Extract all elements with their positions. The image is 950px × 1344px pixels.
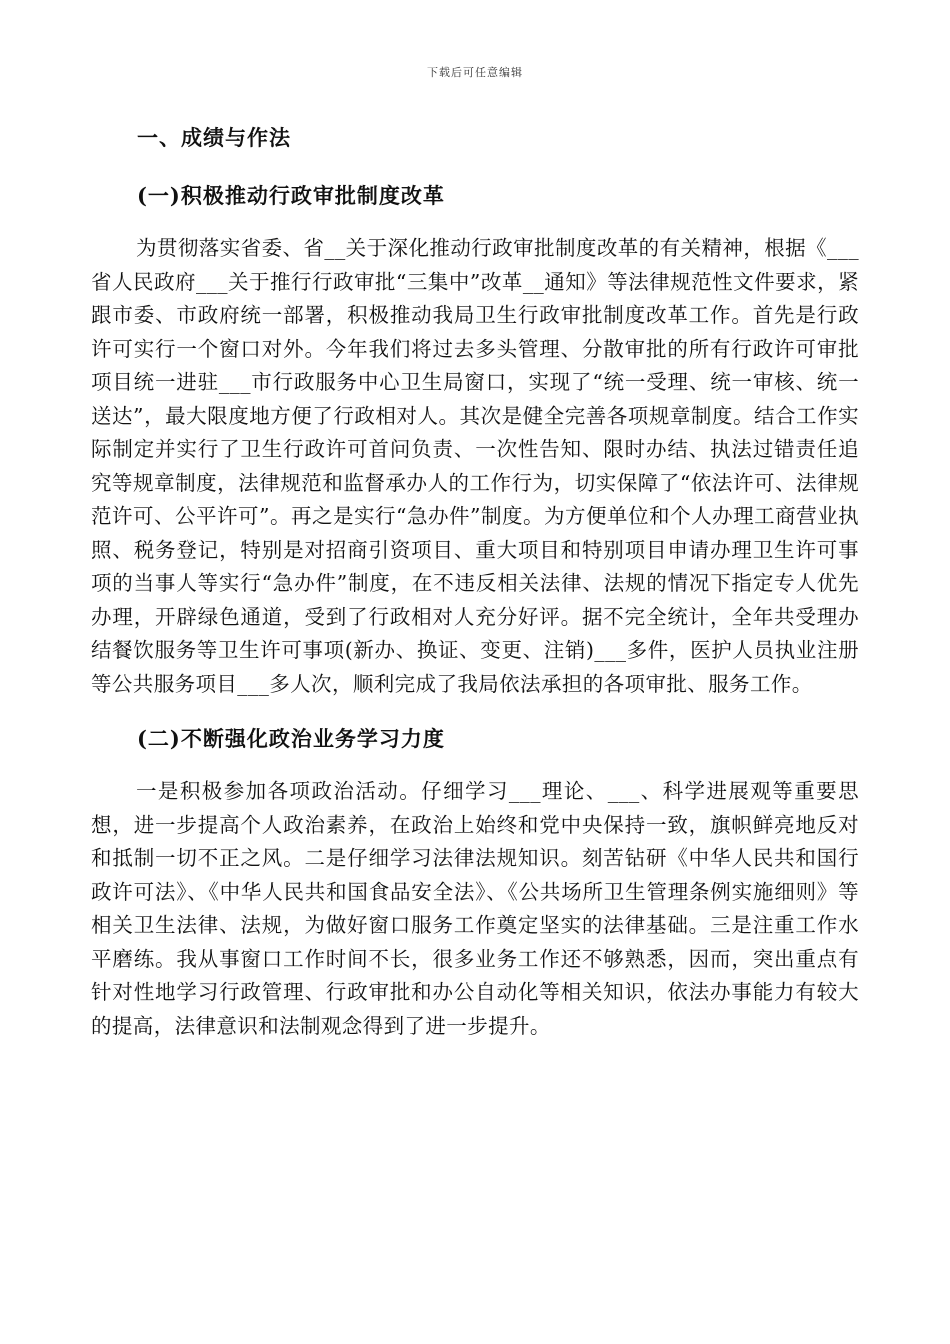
subsection-heading-1: (一)积极推动行政审批制度改革 (137, 183, 445, 208)
header-note: 下载后可任意编辑 (427, 66, 523, 79)
subsection-heading-2: (二)不断强化政治业务学习力度 (137, 726, 445, 751)
subsection-paragraph-1: 为贯彻落实省委、省__关于深化推动行政审批制度改革的有关精神，根据《___省人民政府___关于推行行政审批“三集中”改革__通知》等法律规范性文件要求，紧跟市委、市政府统一部署，积极推动我局卫生行政审批制度改革工作。首先是行政许可实行一个窗口对外。今年我们将过去多头管理、分散审批的所有行政许可审批项目统一进驻___市行政服务中心卫生局窗口，实现了“统一受理、统一审核、统一送达”，最大限度地方便了行政相对人。其次是健全完善各项规章制度。结合工作实际制定并实行了卫生行政许可首问负责、一次性告知、限时办结、执法过错责任追究等规章制度，法律规范和监督承办人的工作行为，切实保障了“依法许可、法律规范许可、公平许可”。再之是实行“急办件”制度。为方便单位和个人办理工商营业执照、税务登记，特别是对招商引资项目、重大项目和特别项目申请办理卫生许可事项的当事人等实行“急办件”制度，在不违反相关法律、法规的情况下指定专人优先办理，开辟绿色通道，受到了行政相对人充分好评。据不完全统计，全年共受理办结餐饮服务等卫生许可事项(新办、换证、变更、注销)___多件，医护人员执业注册等公共服务项目___多人次，顺利完成了我局依法承担的各项审批、服务工作。 (91, 236, 859, 696)
section-heading: 一、成绩与作法 (137, 125, 291, 150)
subsection-paragraph-2: 一是积极参加各项政治活动。仔细学习___理论、___、科学进展观等重要思想，进一步提高个人政治素养，在政治上始终和党中央保持一致，旗帜鲜亮地反对和抵制一切不正之风。二是仔细学习法律法规知识。刻苦钻研《中华人民共和国行政许可法》、《中华人民共和国食品安全法》、《公共场所卫生管理条例实施细则》等相关卫生法律、法规，为做好窗口服务工作奠定坚实的法律基础。三是注重工作水平磨练。我从事窗口工作时间不长，很多业务工作还不够熟悉，因而，突出重点有针对性地学习行政管理、行政审批和办公自动化等相关知识，依法办事能力有较大的提高，法律意识和法制观念得到了进一步提升。 (91, 779, 859, 1038)
document-body (91, 118, 859, 1043)
